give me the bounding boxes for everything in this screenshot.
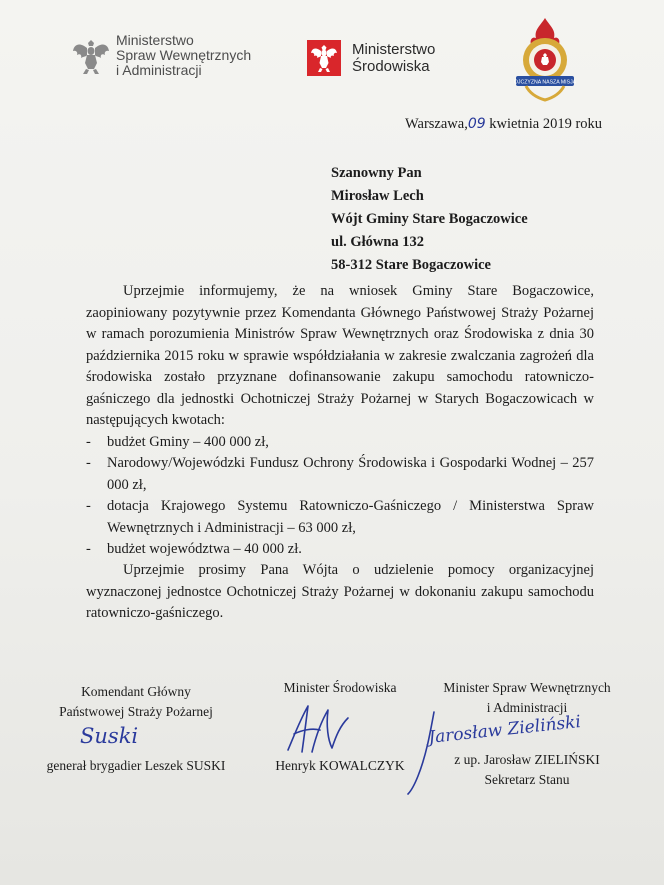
signatory-name-suski: generał brygadier Leszek SUSKI [46,758,226,773]
signatory-name-zielinski [420,750,634,790]
signature-block-mswia [420,678,634,718]
mos-line: Ministerstwo [352,41,436,58]
letter-body [86,281,594,561]
signatory-title: Minister Środowiska [283,680,397,695]
mswia-line: Spraw Wewnętrznych [116,47,252,63]
paragraph-request: Uprzejmie prosimy Pana Wójta o udzielenie pomocy organizacyjnej wyznaczonej jednostce Ochotniczej Straży Pożarnej w dokonaniu zakupu samochodu ratowniczo-gaśniczego. [86,562,594,621]
mos-name [352,41,435,75]
paragraph-funding: Uprzejmie informujemy, że na wniosek Gminy Stare Bogaczowice, zaopiniowany pozytywnie przez Komendanta Głównego Państwowej Straży Pożarnej w ramach porozumienia Ministrów Spraw Wewnętrznych oraz Środowiska z dnia 30 października 2015 roku w sprawie współdziałania w zakresie zwalczania zagrożeń dla środowiska zostało przyznane dofinansowanie zakupu samochodu ratowniczo-gaśniczego dla jednostki Ochotniczej Straży Pożarnej w Starych Bogaczowicach w następujących kwotach: [86,283,594,428]
letterhead [0,0,664,110]
list-item [86,453,594,496]
recipient-line: Wójt Gminy Stare Bogaczowice [331,211,528,227]
list-item [86,432,594,454]
recipient-line: 58-312 Stare Bogaczowice [331,257,491,273]
date-day-handwritten: 09 [467,116,486,132]
signatory-name-line: z up. Jarosław ZIELIŃSKI [454,752,600,767]
date-city: Warszawa, [405,116,468,132]
polish-eagle-red-shield-icon [307,40,341,76]
recipient-line: ul. Główna 132 [331,234,425,250]
list-item-text: budżet Gminy – 400 000 zł, [107,433,269,450]
handwritten-signature-zielinski: Jarosław Zieliński [427,712,582,748]
recipient-address [331,162,528,277]
polish-eagle-gray-icon [72,36,110,76]
bullet-dash: - [86,541,91,557]
list-item-text: Narodowy/Wojewódzki Fundusz Ochrony Środowiska i Gospodarki Wodnej – 257 000 zł, [107,455,594,493]
mswia-line: i Administracji [116,62,202,78]
signatory-title: Komendant Główny [81,684,191,699]
bullet-dash: - [86,433,91,450]
funding-list [86,432,594,561]
handwritten-signature-suski: Suski [80,724,139,748]
handwritten-signature-kowalczyk [282,700,362,758]
bullet-dash: - [86,455,91,471]
signatory-title: Minister Spraw Wewnętrznych [443,680,611,695]
signature-block-psp [36,682,236,722]
signatory-name-line: Sekretarz Stanu [484,772,570,787]
date-rest: kwietnia 2019 roku [485,116,603,132]
list-item-text: dotacja Krajowego Systemu Ratowniczo-Gaśniczego / Ministerstwa Spraw Wewnętrznych i Administracji – 63 000 zł, [107,498,594,536]
signature-block-mos [260,678,420,698]
list-item-text: budżet województwa – 40 000 zł. [107,541,302,557]
signatory-name-kowalczyk: Henryk KOWALCZYK [275,758,405,773]
mswia-line: Ministerstwo [116,32,194,48]
mos-line: Środowiska [352,58,430,75]
list-item [86,496,594,539]
psp-logo-ribbon-text: OJCZYZNA NASZA MISJA [513,79,577,86]
psp-fire-service-logo [512,16,578,102]
signatory-title: i Administracji [486,700,568,715]
letter-date [405,116,602,133]
bullet-dash: - [86,498,91,514]
signatory-title: Państwowej Straży Pożarnej [59,704,213,719]
list-item [86,539,594,561]
mswia-name [116,33,251,78]
recipient-line: Mirosław Lech [331,188,424,204]
recipient-line: Szanowny Pan [331,165,422,181]
